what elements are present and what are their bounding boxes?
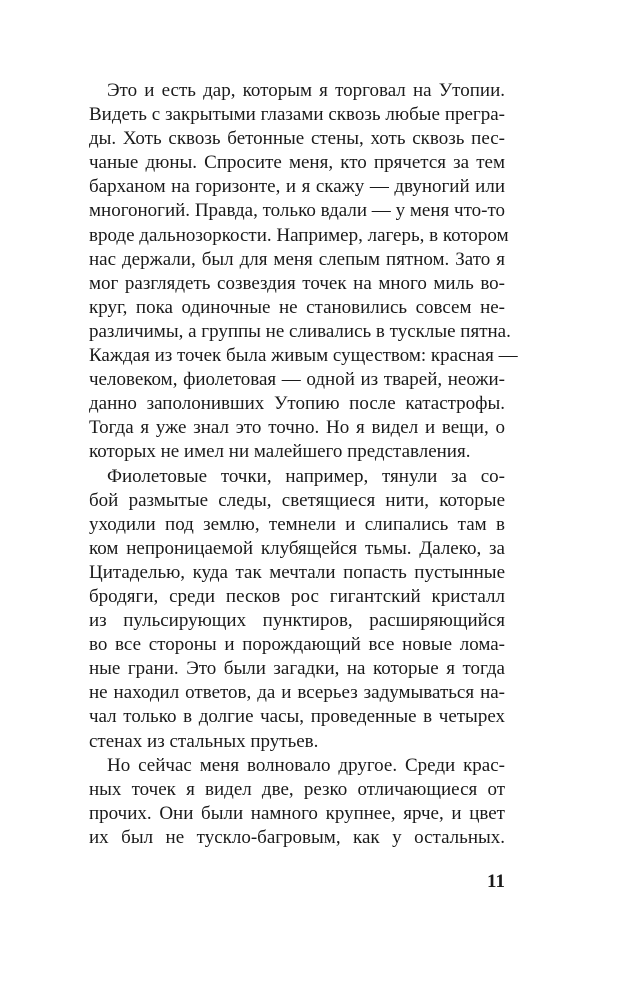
text-line: ды. Хоть сквозь бетонные стены, хоть сквозь пес-	[89, 128, 505, 150]
paragraph	[89, 79, 518, 465]
text-line: уходили под землю, темнели и слипались там в	[89, 513, 505, 535]
text-line: человеком, фиолетовая — одной из тварей, неожи-	[89, 369, 505, 391]
text-line: данно заполонивших Утопию после катастрофы.	[89, 393, 505, 415]
text-line: не находил ответов, да и всерьез задумываться на-	[89, 682, 505, 704]
text-line: их был не тускло-багровым, как у остальных.	[89, 826, 505, 848]
text-line: вроде дальнозоркости. Например, лагерь, в котором	[89, 224, 509, 246]
text-line: чал только в долгие часы, проведенные в четырех	[89, 706, 505, 728]
text-line: ных точек я видел две, резко отличающиеся от	[89, 778, 505, 800]
paragraph	[89, 465, 505, 754]
text-line: Но сейчас меня волновало другое. Среди крас-	[107, 754, 505, 776]
text-line: чаные дюны. Спросите меня, кто прячется за тем	[89, 152, 505, 174]
text-line: которых не имел ни малейшего представления.	[89, 441, 471, 463]
text-line: бой размытые следы, светящиеся нити, которые	[89, 489, 505, 511]
text-line: Фиолетовые точки, например, тянули за со-	[107, 465, 505, 487]
text-line: Видеть с закрытыми глазами сквозь любые прегра-	[89, 104, 505, 126]
text-line: ком непроницаемой клубящейся тьмы. Далеко, за	[89, 537, 505, 559]
text-line: ные грани. Это были загадки, на которые я тогда	[89, 658, 505, 680]
text-line: барханом на горизонте, и я скажу — двуногий или	[89, 176, 505, 198]
text-line: Каждая из точек была живым существом: красная —	[89, 345, 518, 367]
text-line: Это и есть дар, которым я торговал на Утопии.	[107, 80, 505, 101]
text-line: прочих. Они были намного крупнее, ярче, и цвет	[89, 802, 505, 824]
page-number: 11	[487, 871, 505, 892]
text-line: Цитаделью, куда так мечтали попасть пустынные	[89, 561, 505, 583]
text-line: из пульсирующих пунктиров, расширяющийся	[89, 610, 505, 632]
body-text	[89, 79, 518, 850]
paragraph	[89, 754, 505, 850]
text-line: бродяги, среди песков рос гигантский кристалл	[89, 585, 505, 607]
text-line: нас держали, был для меня слепым пятном. Зато я	[89, 248, 505, 270]
text-line: круг, пока одиночные не становились совсем не-	[89, 296, 505, 318]
text-line: мог разглядеть созвездия точек на много миль во-	[89, 272, 505, 294]
text-line: стенах из стальных прутьев.	[89, 730, 319, 752]
text-line: во все стороны и порождающий все новые лома-	[89, 634, 505, 656]
text-line: Тогда я уже знал это точно. Но я видел и вещи, о	[89, 417, 505, 439]
text-line: различимы, а группы не сливались в тусклые пятна.	[89, 320, 511, 342]
text-line: многоногий. Правда, только вдали — у меня что-то	[89, 200, 505, 222]
